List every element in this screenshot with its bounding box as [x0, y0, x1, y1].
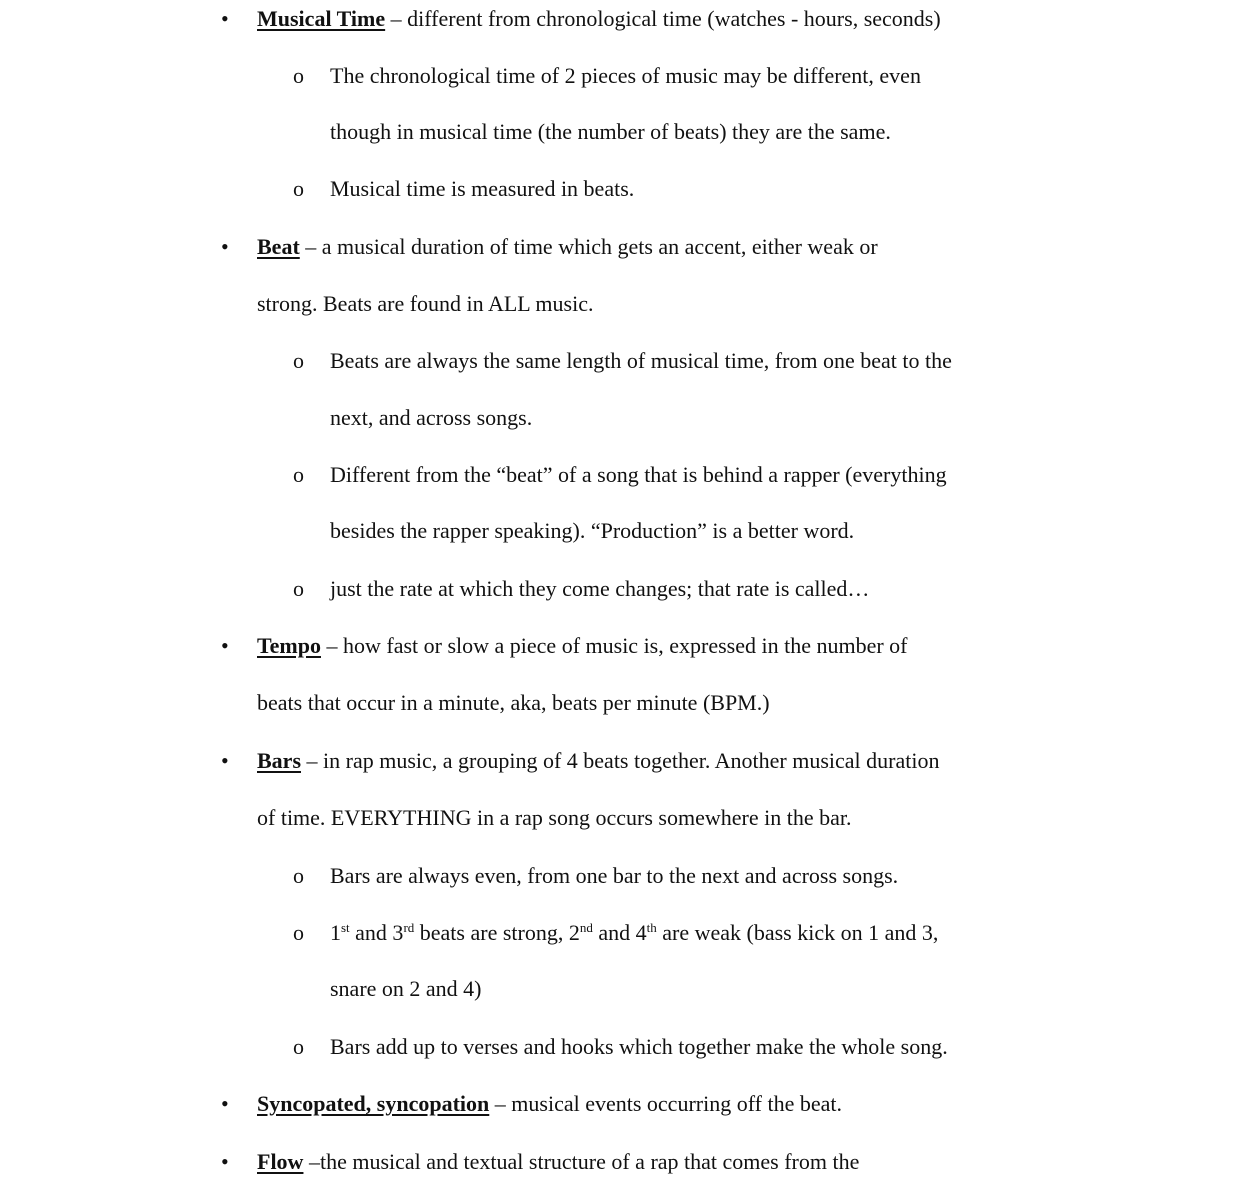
bullet-icon: •	[221, 234, 229, 259]
text-segment: beats are strong, 2	[414, 920, 580, 945]
definition: – in rap music, a grouping of 4 beats together. Another musical duration	[301, 748, 940, 773]
definition-continued: strong. Beats are found in ALL music.	[257, 291, 594, 316]
sub-bullet-icon: o	[293, 863, 304, 888]
bullet-icon: •	[221, 633, 229, 658]
term-tempo: Tempo	[257, 633, 321, 658]
sub-item-line: though in musical time (the number of beats) they are the same.	[330, 119, 891, 144]
text-segment: and 3	[349, 920, 404, 945]
term-beat: Beat	[257, 234, 300, 259]
text-segment: and 4	[592, 920, 647, 945]
sub-bullet-icon: o	[293, 576, 304, 601]
definition: – how fast or slow a piece of music is, expressed in the number of	[320, 633, 908, 658]
bullet-icon: •	[221, 1091, 229, 1116]
list-item	[257, 632, 908, 660]
sub-item-line: snare on 2 and 4)	[330, 976, 482, 1001]
sub-item-line: Bars add up to verses and hooks which together make the whole song.	[330, 1034, 948, 1059]
sub-bullet-icon: o	[293, 63, 304, 88]
bullet-icon: •	[221, 748, 229, 773]
list-item	[257, 1090, 842, 1118]
ordinal-suffix: nd	[579, 920, 593, 935]
definition: – musical events occurring off the beat.	[489, 1091, 842, 1116]
sub-bullet-icon: o	[293, 1034, 304, 1059]
sub-item-line: Beats are always the same length of musical time, from one beat to the	[330, 348, 952, 373]
sub-item-line: Different from the “beat” of a song that is behind a rapper (everything	[330, 462, 947, 487]
bullet-icon: •	[221, 1149, 229, 1174]
sub-bullet-icon: o	[293, 462, 304, 487]
sub-bullet-icon: o	[293, 920, 304, 945]
bullet-icon: •	[221, 6, 229, 31]
list-item	[257, 1148, 859, 1176]
term-flow: Flow	[257, 1149, 304, 1174]
definition: – different from chronological time (watches - hours, seconds)	[385, 6, 941, 31]
sub-item-line: besides the rapper speaking). “Production” is a better word.	[330, 518, 855, 543]
definition-continued: beats that occur in a minute, aka, beats per minute (BPM.)	[257, 690, 770, 715]
list-item	[257, 233, 878, 261]
list-item	[257, 747, 939, 775]
list-item	[257, 5, 941, 33]
sub-item-line: next, and across songs.	[330, 405, 533, 430]
ordinal-number: 1	[330, 920, 341, 945]
sub-item-line	[330, 919, 938, 947]
term-musical-time: Musical Time	[257, 6, 386, 31]
sub-item-line: The chronological time of 2 pieces of music may be different, even	[330, 63, 921, 88]
sub-bullet-icon: o	[293, 348, 304, 373]
definition: –the musical and textual structure of a rap that comes from the	[303, 1149, 860, 1174]
sub-bullet-icon: o	[293, 176, 304, 201]
sub-item-line: Musical time is measured in beats.	[330, 176, 635, 201]
ordinal-suffix: rd	[403, 920, 415, 935]
term-bars: Bars	[257, 748, 301, 773]
ordinal-suffix: th	[646, 920, 657, 935]
ordinal-suffix: st	[341, 920, 350, 935]
sub-item-line: Bars are always even, from one bar to the next and across songs.	[330, 863, 899, 888]
text-segment: are weak (bass kick on 1 and 3,	[656, 920, 939, 945]
term-syncopation: Syncopated, syncopation	[257, 1091, 490, 1116]
definition-continued: of time. EVERYTHING in a rap song occurs somewhere in the bar.	[257, 805, 852, 830]
definition: – a musical duration of time which gets an accent, either weak or	[299, 234, 878, 259]
sub-item-line: just the rate at which they come changes; that rate is called…	[330, 576, 870, 601]
